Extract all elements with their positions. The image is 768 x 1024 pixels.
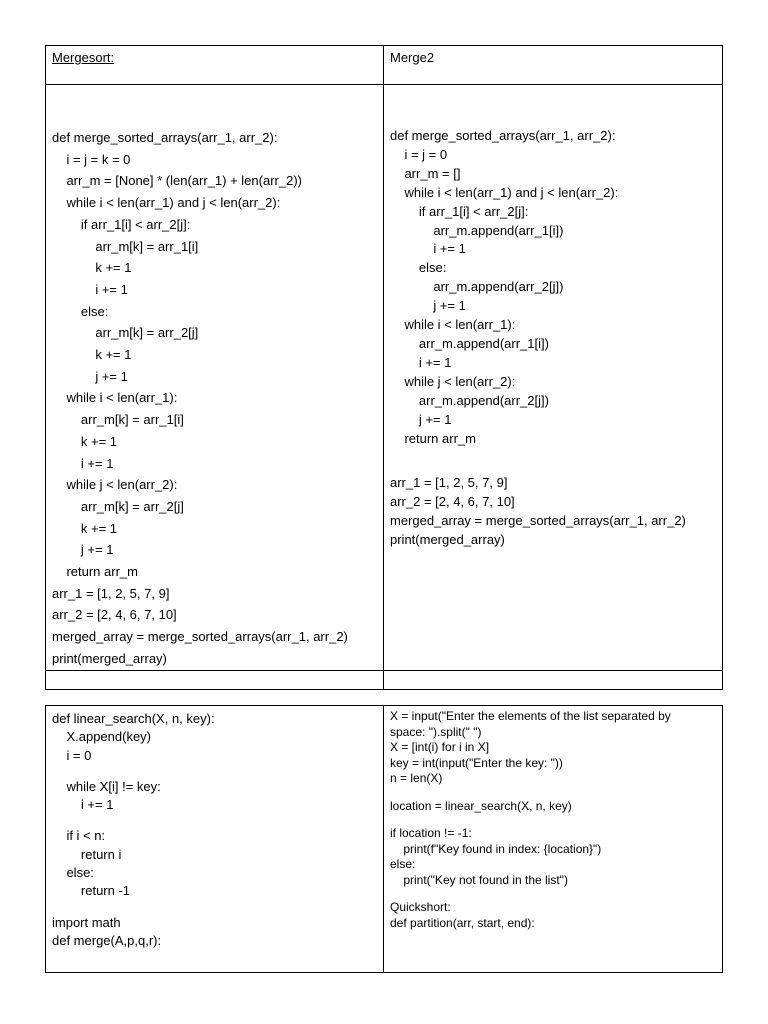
code-line: if arr_1[i] < arr_2[j]: bbox=[52, 216, 191, 232]
code-line: j += 1 bbox=[390, 411, 452, 427]
code-line: print("Key not found in the list") bbox=[390, 872, 568, 887]
linear-search-code bbox=[46, 706, 383, 950]
code-line: i = j = k = 0 bbox=[52, 151, 131, 167]
code-line bbox=[52, 814, 383, 827]
merge2-title: Merge2 bbox=[390, 50, 435, 65]
mergesort-header-cell bbox=[46, 46, 384, 85]
code-line: j += 1 bbox=[52, 368, 128, 384]
code-line: arr_2 = [2, 4, 6, 7, 10] bbox=[52, 607, 177, 623]
code-line: X.append(key) bbox=[52, 729, 151, 745]
code-line bbox=[390, 787, 722, 799]
code-line: if arr_1[i] < arr_2[j]: bbox=[390, 203, 529, 219]
code-line: while j < len(arr_2): bbox=[52, 477, 178, 493]
search-driver-code-cell bbox=[384, 706, 723, 973]
search-table bbox=[45, 705, 723, 973]
code-line: arr_m.append(arr_2[j]) bbox=[390, 392, 549, 408]
code-line: def partition(arr, start, end): bbox=[390, 915, 535, 930]
code-line: def merge_sorted_arrays(arr_1, arr_2): bbox=[390, 128, 616, 143]
code-line: return -1 bbox=[52, 883, 131, 899]
code-line: i = j = 0 bbox=[390, 146, 448, 162]
code-line: i = 0 bbox=[52, 747, 92, 763]
code-line: i += 1 bbox=[390, 241, 466, 257]
code-line bbox=[52, 765, 383, 778]
code-line: arr_m.append(arr_1[i]) bbox=[390, 335, 549, 351]
mergesort-code-cell bbox=[46, 85, 384, 671]
code-line: j += 1 bbox=[52, 542, 114, 558]
mergesort-code bbox=[46, 85, 383, 670]
merge2-header-cell bbox=[384, 46, 723, 85]
code-line: i += 1 bbox=[52, 281, 128, 297]
code-line bbox=[52, 901, 383, 914]
code-line: return i bbox=[52, 846, 122, 862]
code-line: space: ").split(" ") bbox=[390, 724, 482, 739]
code-line: def merge_sorted_arrays(arr_1, arr_2): bbox=[52, 130, 278, 145]
merge2-code-cell bbox=[384, 85, 723, 671]
code-line: return arr_m bbox=[52, 564, 138, 580]
code-line: return arr_m bbox=[390, 430, 476, 446]
code-line: while i < len(arr_1) and j < len(arr_2): bbox=[52, 195, 281, 211]
code-line: arr_m[k] = arr_2[j] bbox=[52, 325, 199, 341]
mergesort-table bbox=[45, 45, 723, 690]
code-line: if i < n: bbox=[52, 828, 106, 844]
code-line: location = linear_search(X, n, key) bbox=[390, 798, 572, 813]
empty-cell-right bbox=[384, 670, 723, 689]
code-line: arr_1 = [1, 2, 5, 7, 9] bbox=[390, 475, 508, 491]
code-line bbox=[390, 461, 722, 474]
code-line: arr_m.append(arr_1[i]) bbox=[390, 222, 564, 238]
code-line: arr_m[k] = arr_2[j] bbox=[52, 498, 184, 514]
empty-cell-left bbox=[46, 670, 384, 689]
code-line: key = int(input("Enter the key: ")) bbox=[390, 755, 563, 770]
code-line: arr_m = [] bbox=[390, 165, 461, 181]
search-driver-code bbox=[384, 706, 722, 931]
code-line: print(merged_array) bbox=[390, 532, 505, 548]
code-line: k += 1 bbox=[52, 433, 118, 449]
code-line: while i < len(arr_1): bbox=[390, 317, 516, 333]
code-line: print(f"Key found in index: {location}") bbox=[390, 841, 602, 856]
code-line: arr_m[k] = arr_1[i] bbox=[52, 412, 184, 428]
code-line: while j < len(arr_2): bbox=[390, 373, 516, 389]
code-line: X = [int(i) for i in X] bbox=[390, 740, 490, 754]
code-line: arr_m.append(arr_2[j]) bbox=[390, 279, 564, 295]
code-line: def linear_search(X, n, key): bbox=[52, 711, 215, 726]
code-line bbox=[390, 888, 722, 900]
code-line: Quickshort: bbox=[390, 900, 451, 914]
code-line: k += 1 bbox=[52, 520, 118, 536]
code-line: merged_array = merge_sorted_arrays(arr_1, arr_2) bbox=[390, 513, 686, 529]
code-line: arr_2 = [2, 4, 6, 7, 10] bbox=[390, 494, 515, 510]
code-line: while X[i] != key: bbox=[52, 778, 161, 794]
code-line: j += 1 bbox=[390, 298, 466, 314]
code-line: else: bbox=[390, 857, 416, 871]
code-line: i += 1 bbox=[52, 797, 114, 813]
code-line: n = len(X) bbox=[390, 771, 443, 785]
code-line: def merge(A,p,q,r): bbox=[52, 932, 162, 948]
code-line: import math bbox=[52, 914, 121, 930]
code-line bbox=[390, 814, 722, 826]
code-line: arr_m = [None] * (len(arr_1) + len(arr_2)) bbox=[52, 173, 302, 189]
code-line: X = input("Enter the elements of the list separated by bbox=[390, 709, 671, 723]
code-line: i += 1 bbox=[52, 455, 114, 471]
code-line: arr_m[k] = arr_1[i] bbox=[52, 238, 199, 254]
code-line bbox=[390, 448, 722, 461]
code-line: k += 1 bbox=[52, 347, 132, 363]
code-line: while i < len(arr_1): bbox=[52, 390, 178, 406]
linear-search-code-cell bbox=[46, 706, 384, 973]
code-line: i += 1 bbox=[390, 354, 452, 370]
code-line: if location != -1: bbox=[390, 826, 472, 840]
code-line: print(merged_array) bbox=[52, 650, 167, 666]
code-line: else: bbox=[52, 865, 94, 881]
merge2-code bbox=[384, 85, 722, 550]
code-line: k += 1 bbox=[52, 260, 132, 276]
code-line: else: bbox=[52, 303, 109, 319]
code-line: else: bbox=[390, 260, 447, 276]
code-line: merged_array = merge_sorted_arrays(arr_1, arr_2) bbox=[52, 629, 348, 645]
mergesort-title: Mergesort: bbox=[52, 50, 115, 65]
code-line: while i < len(arr_1) and j < len(arr_2): bbox=[390, 184, 619, 200]
code-line: arr_1 = [1, 2, 5, 7, 9] bbox=[52, 585, 170, 601]
